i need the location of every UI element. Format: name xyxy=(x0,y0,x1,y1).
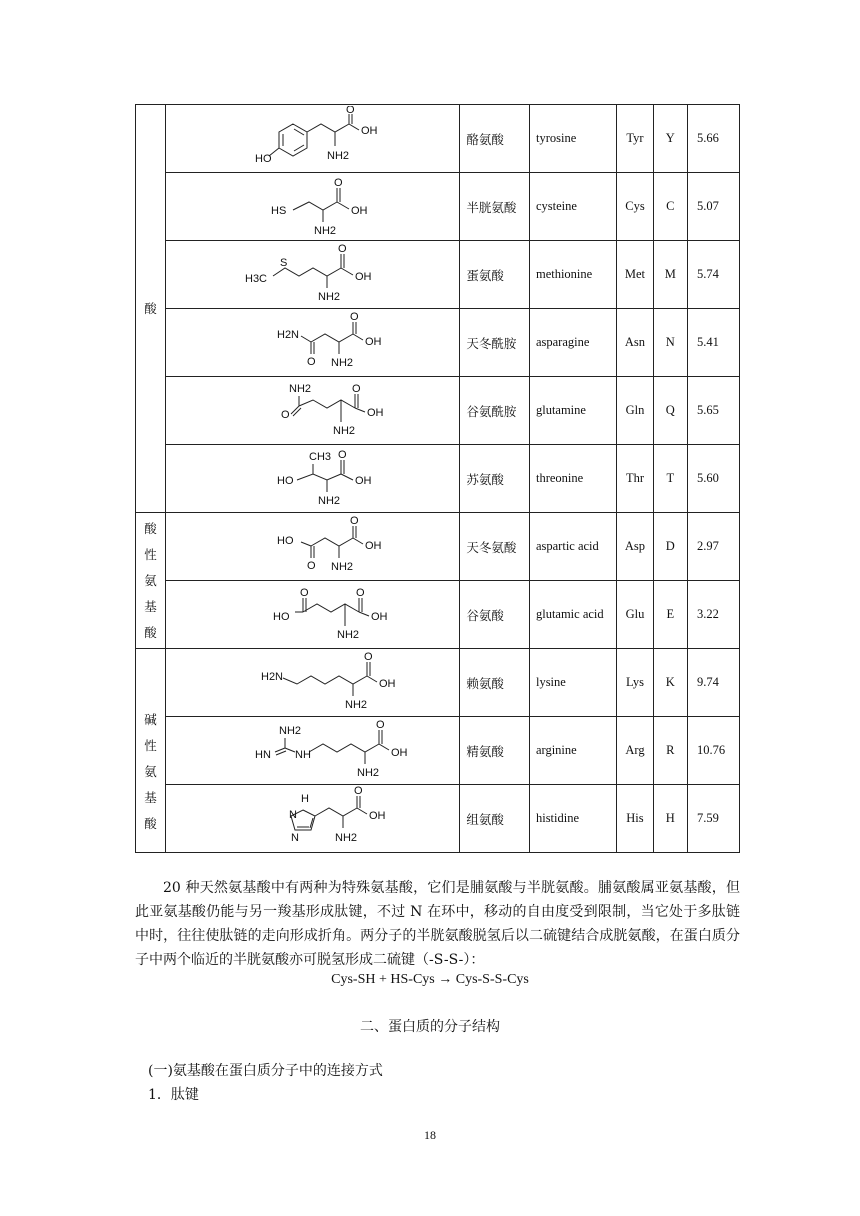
svg-text:O: O xyxy=(299,586,309,599)
svg-text:OH: OH xyxy=(378,677,396,690)
category-cell: 碱性氨基酸 xyxy=(136,649,166,853)
category-cell: 酸性氨基酸 xyxy=(136,513,166,649)
svg-text:HN: HN xyxy=(254,748,271,761)
svg-text:HO: HO xyxy=(276,534,294,547)
svg-text:OH: OH xyxy=(364,335,382,348)
svg-text:NH2: NH2 xyxy=(332,424,355,437)
structure-methionine xyxy=(166,241,460,309)
structure-asparagine xyxy=(166,309,460,377)
svg-text:O: O xyxy=(375,718,385,731)
svg-text:NH2: NH2 xyxy=(344,698,367,711)
svg-text:O: O xyxy=(306,559,316,572)
table-row: H2N O O OH NH2 天冬酰胺 asparagine Asn N 5.41 xyxy=(136,309,740,377)
svg-text:HO: HO xyxy=(272,610,290,623)
table-row: NH2 HN NH O OH NH2 精氨酸 arginine Arg R 10.76 xyxy=(136,717,740,785)
svg-text:NH2: NH2 xyxy=(330,560,353,573)
svg-text:H2N: H2N xyxy=(260,670,283,683)
svg-text:H: H xyxy=(300,792,309,805)
table-row: NH2 O O OH NH2 谷氨酰胺 glutamine Gln Q 5.65 xyxy=(136,377,740,445)
svg-text:OH: OH xyxy=(354,270,372,283)
svg-text:H3C: H3C xyxy=(244,272,267,285)
list-item-heading: 1．肽键 xyxy=(148,1087,199,1103)
table-row: 酸 HO O OH NH2 酪氨酸 tyrosine Tyr Y 5.66 xyxy=(136,105,740,173)
structure-aspartic-acid xyxy=(166,513,460,581)
table-row: H N N O OH NH2 组氨酸 histidine His H 7.59 xyxy=(136,785,740,853)
svg-text:H2N: H2N xyxy=(276,328,299,341)
svg-text:NH: NH xyxy=(294,748,311,761)
svg-text:NH2: NH2 xyxy=(317,290,340,303)
svg-text:S: S xyxy=(279,256,288,269)
svg-text:O: O xyxy=(333,176,343,189)
svg-text:OH: OH xyxy=(390,746,408,759)
svg-text:CH3: CH3 xyxy=(308,450,331,463)
category-cell: 酸 xyxy=(136,105,166,513)
svg-text:O: O xyxy=(337,242,347,255)
svg-text:O: O xyxy=(349,310,359,323)
svg-text:O: O xyxy=(337,448,347,461)
svg-text:O: O xyxy=(355,586,365,599)
svg-text:OH: OH xyxy=(350,204,368,217)
svg-text:OH: OH xyxy=(360,124,378,137)
svg-text:NH2: NH2 xyxy=(326,149,349,162)
svg-text:NH2: NH2 xyxy=(336,628,359,641)
svg-text:HO: HO xyxy=(254,152,272,165)
structure-arginine xyxy=(166,717,460,785)
table-row: 碱性氨基酸 H2N O OH NH2 赖氨酸 lysine Lys K 9.74 xyxy=(136,649,740,717)
table-row: 酸性氨基酸 HO O O OH NH2 天冬氨酸 aspartic acid Asp D 2.97 xyxy=(136,513,740,581)
svg-text:N: N xyxy=(288,808,297,821)
table-row: HO O O OH NH2 谷氨酸 glutamic acid Glu E 3.22 xyxy=(136,581,740,649)
svg-text:OH: OH xyxy=(366,406,384,419)
section-heading: 二、蛋白质的分子结构 xyxy=(360,1019,500,1035)
structure-histidine xyxy=(166,785,460,853)
svg-text:O: O xyxy=(363,650,373,663)
svg-text:NH2: NH2 xyxy=(356,766,379,779)
svg-text:NH2: NH2 xyxy=(330,356,353,369)
table-row: HS O OH NH2 半胱氨酸 cysteine Cys C 5.07 xyxy=(136,173,740,241)
svg-text:OH: OH xyxy=(354,474,372,487)
svg-text:O: O xyxy=(349,514,359,527)
svg-text:O: O xyxy=(351,382,361,395)
svg-text:OH: OH xyxy=(370,610,388,623)
body-paragraph: 20 种天然氨基酸中有两种为特殊氨基酸，它们是脯氨酸与半胱氨酸。脯氨酸属亚氨基酸，但此亚氨基酸仍能与另一羧基形成肽键，不过 N 在环中，移动的自由度受到限制，当它处于多肽链中时，往往使肽链的走向形成折角。两分子的半胱氨酸脱氢后以二硫键结合成胱氨酸，在蛋白质分子中两个临近的半胱氨酸亦可脱氢形成二硫键（-S-S-）： xyxy=(135,880,740,968)
subsection-heading: (一)氨基酸在蛋白质分子中的连接方式 xyxy=(148,1063,383,1079)
structure-cysteine xyxy=(166,173,460,241)
disulfide-equation: Cys-SH + HS-Cys → Cys-S-S-Cys xyxy=(331,972,529,987)
svg-text:HS: HS xyxy=(270,204,287,217)
svg-text:NH2: NH2 xyxy=(278,724,301,737)
table-row: CH3 HO O OH NH2 苏氨酸 threonine Thr T 5.60 xyxy=(136,445,740,513)
svg-text:OH: OH xyxy=(368,809,386,822)
svg-text:HO: HO xyxy=(276,474,294,487)
svg-text:N: N xyxy=(290,831,299,844)
svg-text:O: O xyxy=(306,355,316,368)
structure-glutamic-acid xyxy=(166,581,460,649)
table-row: H3C S O OH NH2 蛋氨酸 methionine Met M 5.74 xyxy=(136,241,740,309)
svg-text:O: O xyxy=(353,785,363,797)
structure-glutamine xyxy=(166,377,460,445)
svg-text:NH2: NH2 xyxy=(313,224,336,237)
svg-text:OH: OH xyxy=(364,539,382,552)
structure-threonine xyxy=(166,445,460,513)
structure-lysine xyxy=(166,649,460,717)
structure-tyrosine xyxy=(166,105,460,173)
svg-text:O: O xyxy=(280,408,290,421)
svg-text:NH2: NH2 xyxy=(334,831,357,844)
amino-acid-table xyxy=(135,104,740,853)
svg-text:NH2: NH2 xyxy=(317,494,340,507)
svg-text:O: O xyxy=(345,105,355,116)
page-number: 18 xyxy=(424,1128,436,1142)
svg-text:NH2: NH2 xyxy=(288,382,311,395)
